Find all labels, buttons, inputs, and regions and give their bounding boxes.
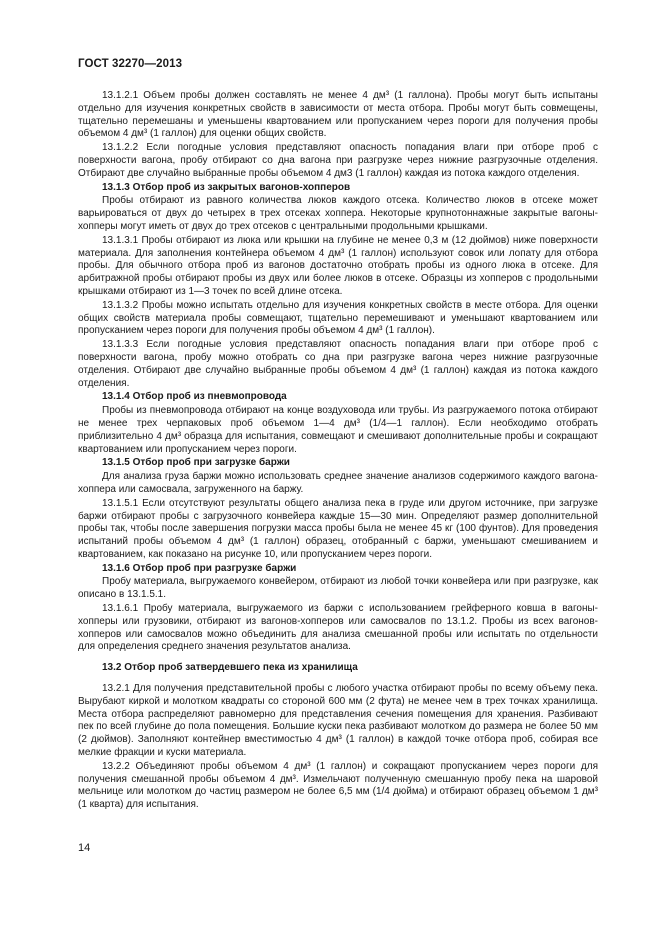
paragraph-13-1-3-1: 13.1.3.1 Пробы отбирают из люка или крышки на глубине не менее 0,3 м (12 дюймов) ниже поверхности материала. Для заполнения контейнера объемом 4 дм³ (1 галлон) используют совок или лопату для отбора пробы. Для обычного отбора проб из вагонов достаточно отобрать пробы из одного люка в отсеке. Для арбитражной пробы отбирают пробы из двух или более люков в отсеке. Образцы из хопперов с продольными крышками отбирают из 1—3 точек по всей длине отсека. <box>78 234 598 297</box>
heading-13-2: 13.2 Отбор проб затвердевшего пека из хранилища <box>102 662 358 674</box>
heading-13-1-6: 13.1.6 Отбор проб при разгрузке баржи <box>102 562 297 574</box>
heading-13-1-4: 13.1.4 Отбор проб из пневмопровода <box>102 391 287 403</box>
document-header: ГОСТ 32270—2013 <box>78 58 183 70</box>
paragraph-13-1-3-3: 13.1.3.3 Если погодные условия представляют опасность попадания влаги при отборе проб с поверхности вагона, пробу можно отобрать со дна при разгрузке вагона через нижние разгрузочные отделения. Отбирают две случайно выбранные пробы объемом 4 дм³ (1 галлон) каждая из потока каждого отделения. <box>78 339 598 389</box>
paragraph-13-2-2: 13.2.2 Объединяют пробы объемом 4 дм³ (1 галлон) и сокращают пропусканием через пороги для получения смешанной пробы объемом 4 дм³. Измельчают полученную смешанную пробу пека на шаровой мельнице или молотком до частиц размером не более 6,5 мм (1/4 дюйма) и отбирают образец объемом 1 дм³ (1 кварта) для испытания. <box>78 760 598 811</box>
document-body <box>78 90 598 813</box>
paragraph-13-1-2-2: 13.1.2.2 Если погодные условия представляют опасность попадания влаги при отборе проб с поверхности вагона, пробу отбирают со дна вагона при разгрузке через нижние разгрузочные отделения. Отбирают две случайно выбранные пробы объемом 4 дм3 (1 галлон) каждая из потока каждого отделения. <box>78 142 598 179</box>
heading-13-1-5: 13.1.5 Отбор проб при загрузке баржи <box>102 457 290 469</box>
paragraph-13-2-1: 13.2.1 Для получения представительной пробы с любого участка отбирают пробы по всему объему пека. Вырубают киркой и молотком квадраты со стороной 600 мм (2 фута) не менее чем в трех точках хранилища. Места отбора распределяют равномерно для представления сечения помещения для хранения. Разбивают пек по всей глубине до пола помещения. Большие куски пека разбивают молотком до размера не более 50 мм (2 дюймов). Заполняют контейнер вместимостью 4 дм³ (1 галлон) в каждой точке отбора проб, собирая все мелкие фракции и куски материала. <box>78 683 598 759</box>
paragraph-13-1-3-2: 13.1.3.2 Пробы можно испытать отдельно для изучения конкретных свойств в месте отбора. Для оценки общих свойств материала пробы совмещают, тщательно перемешивают и уменьшают квартованием или пропусканием через пороги для получения пробы объемом 4 дм³ (1 галлон). <box>78 299 598 337</box>
page-number: 14 <box>78 842 91 854</box>
paragraph-13-1-5: Для анализа груза баржи можно использовать среднее значение анализов содержимого каждого вагона-хоппера или самосвала, загруженного на баржу. <box>78 471 598 495</box>
paragraph-13-1-6: Пробу материала, выгружаемого конвейером, отбирают из любой точки конвейера или при разгрузке, как описано в 13.1.5.1. <box>78 576 598 601</box>
paragraph-13-1-6-1: 13.1.6.1 Пробу материала, выгружаемого из баржи с использованием грейферного ковша в вагоны-хопперы или грузовики, отбирают из вагонов-хопперов или самосвалов по 13.1.2. Пробы из всех вагонов-хопперов или самосвалов можно объединить для анализа смешанной пробы или испытать по отдельности для определения среднего значения результатов анализа. <box>78 603 598 653</box>
paragraph-13-1-3: Пробы отбирают из равного количества люков каждого отсека. Количество люков в отсеке может варьироваться от двух до четырех в трех отсеках хоппера. Некоторые крупнотоннажные закрытые вагоны-хопперы могут иметь от двух до трех отсеков с центральными продольными крышками. <box>78 195 598 232</box>
paragraph-13-1-2-1: 13.1.2.1 Объем пробы должен составлять не менее 4 дм³ (1 галлона). Пробы могут быть испытаны отдельно для изучения конкретных свойств в зависимости от места отбора. Пробы могут быть совмещены, тщательно перемешаны и уменьшены квартованием или пропусканием через пороги для получения пробы объемом 4 дм³ (1 галлон) для оценки общих свойств. <box>78 90 598 140</box>
heading-13-1-3: 13.1.3 Отбор проб из закрытых вагонов-хопперов <box>102 181 351 193</box>
paragraph-13-1-4: Пробы из пневмопровода отбирают на конце воздуховода или трубы. Из разгружаемого потока отбирают не менее трех черпаковых проб объемом 1—4 дм³ (1/4—1 галлон). Если необходимо отобрать приблизительно 4 дм³ образца для испытания, совмещают и смешивают дополнительные пробы и сокращают квартованием или пропусканием через пороги. <box>78 405 598 455</box>
paragraph-13-1-5-1: 13.1.5.1 Если отсутствуют результаты общего анализа пека в груде или другом источнике, при загрузке баржи отбирают пробы с загрузочного конвейера каждые 15—30 мин. Определяют размер дополнительной пробы так, чтобы после завершения погрузки масса пробы была не менее 45 кг (100 фунтов). Для проведения испытаний пробы объемом 4 дм³ (1 галлон) образец, отобранный с баржи, уменьшают смешиванием и квартованием, как показано на рисунке 10, или пропусканием через пороги. <box>78 497 598 560</box>
